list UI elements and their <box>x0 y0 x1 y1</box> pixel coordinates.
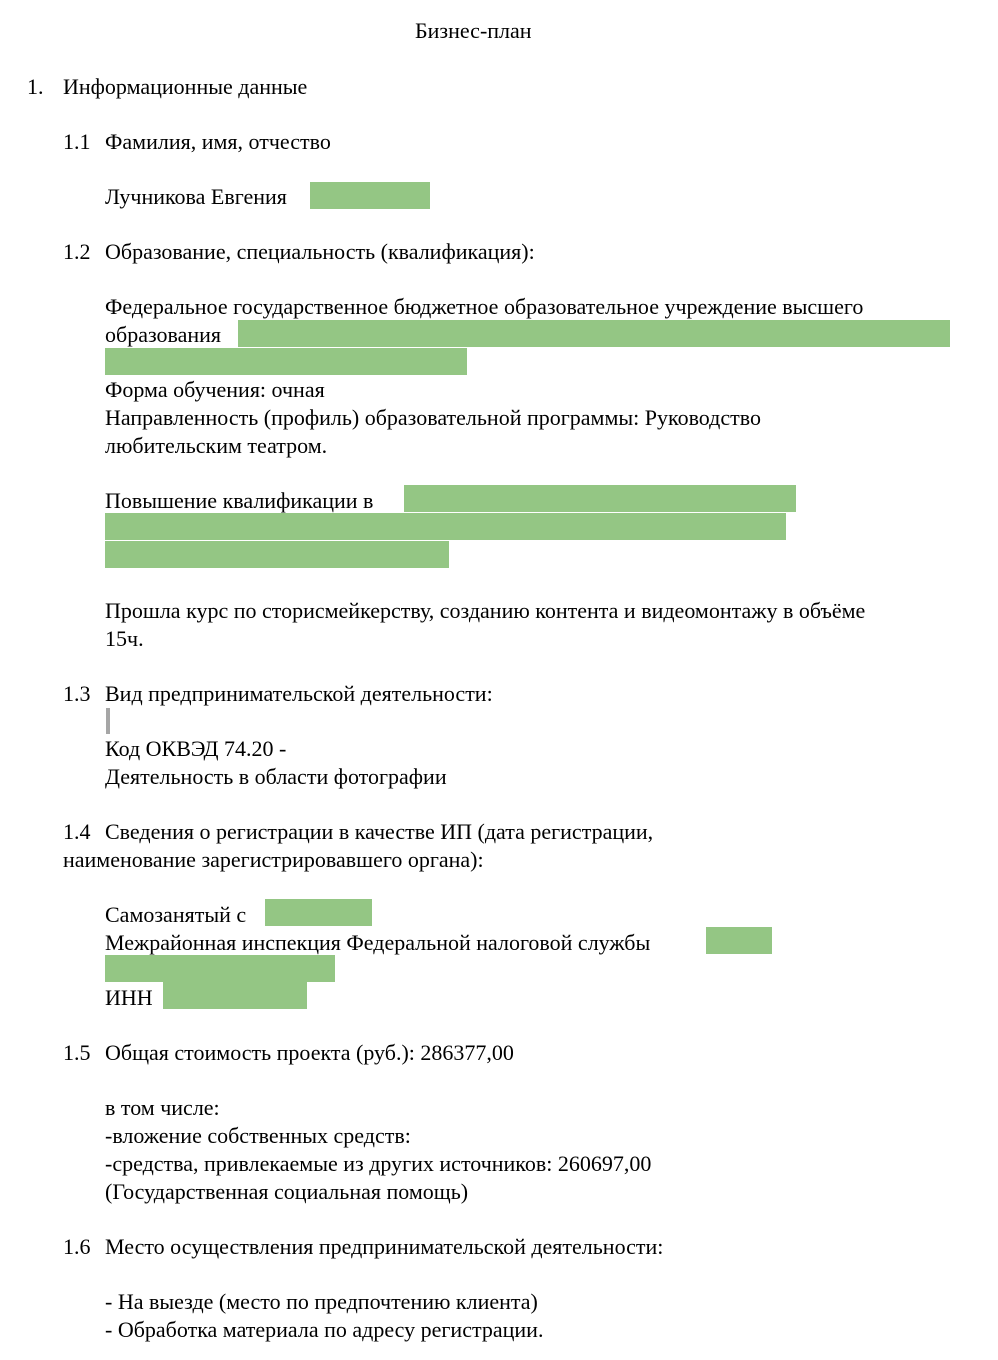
funding-social-aid: (Государственная социальная помощь) <box>105 1179 469 1204</box>
program-profile-line: Направленность (профиль) образовательной программы: Руководство <box>105 405 761 430</box>
redacted-block <box>105 513 786 540</box>
section-heading: Информационные данные <box>63 74 308 99</box>
redacted-block <box>310 182 430 209</box>
subsection-number: 1.3 <box>63 681 91 706</box>
redacted-block <box>105 541 449 568</box>
funding-other: -средства, привлекаемые из других источников: 260697,00 <box>105 1151 652 1176</box>
education-line: образования <box>105 322 222 347</box>
subsection-number: 1.5 <box>63 1040 91 1065</box>
funding-own: -вложение собственных средств: <box>105 1123 411 1148</box>
okved-code: Код ОКВЭД 74.20 - <box>105 736 287 761</box>
subsection-number: 1.4 <box>63 819 91 844</box>
course-line: 15ч. <box>105 626 144 651</box>
redacted-block <box>706 927 772 954</box>
document-title: Бизнес-план <box>415 18 532 43</box>
subsection-heading: Сведения о регистрации в качестве ИП (дата регистрации, <box>105 819 654 844</box>
subsection-number: 1.2 <box>63 239 91 264</box>
redacted-block <box>163 982 307 1009</box>
program-profile-line: любительским театром. <box>105 433 328 458</box>
place-item: - На выезде (место по предпочтению клиента) <box>105 1289 538 1314</box>
funding-including: в том числе: <box>105 1095 220 1120</box>
subsection-number: 1.1 <box>63 129 91 154</box>
subsection-heading: наименование зарегистрировавшего органа): <box>63 847 484 872</box>
course-line: Прошла курс по сторисмейкерству, созданию контента и видеомонтажу в объёме <box>105 598 866 623</box>
section-number: 1. <box>27 74 44 99</box>
person-name: Лучникова Евгения <box>105 184 287 209</box>
qualification-upgrade: Повышение квалификации в <box>105 488 374 513</box>
redacted-block <box>105 348 467 375</box>
self-employed-since: Самозанятый с <box>105 902 247 927</box>
subsection-heading: Место осуществления предпринимательской деятельности: <box>105 1234 664 1259</box>
subsection-heading: Вид предпринимательской деятельности: <box>105 681 493 706</box>
subsection-heading: Образование, специальность (квалификация): <box>105 239 535 264</box>
education-line: Федеральное государственное бюджетное образовательное учреждение высшего <box>105 294 864 319</box>
redacted-block <box>105 955 335 982</box>
study-form: Форма обучения: очная <box>105 377 325 402</box>
redacted-block <box>265 899 372 926</box>
subsection-heading: Фамилия, имя, отчество <box>105 129 331 154</box>
tax-office: Межрайонная инспекция Федеральной налоговой службы <box>105 930 651 955</box>
place-item: - Обработка материала по адресу регистрации. <box>105 1317 544 1342</box>
subsection-number: 1.6 <box>63 1234 91 1259</box>
redacted-block <box>238 320 950 347</box>
redacted-block <box>404 485 796 512</box>
okved-name: Деятельность в области фотографии <box>105 764 447 789</box>
subsection-heading: Общая стоимость проекта (руб.): 286377,00 <box>105 1040 514 1065</box>
text-cursor <box>106 708 110 734</box>
inn-label: ИНН <box>105 985 153 1010</box>
